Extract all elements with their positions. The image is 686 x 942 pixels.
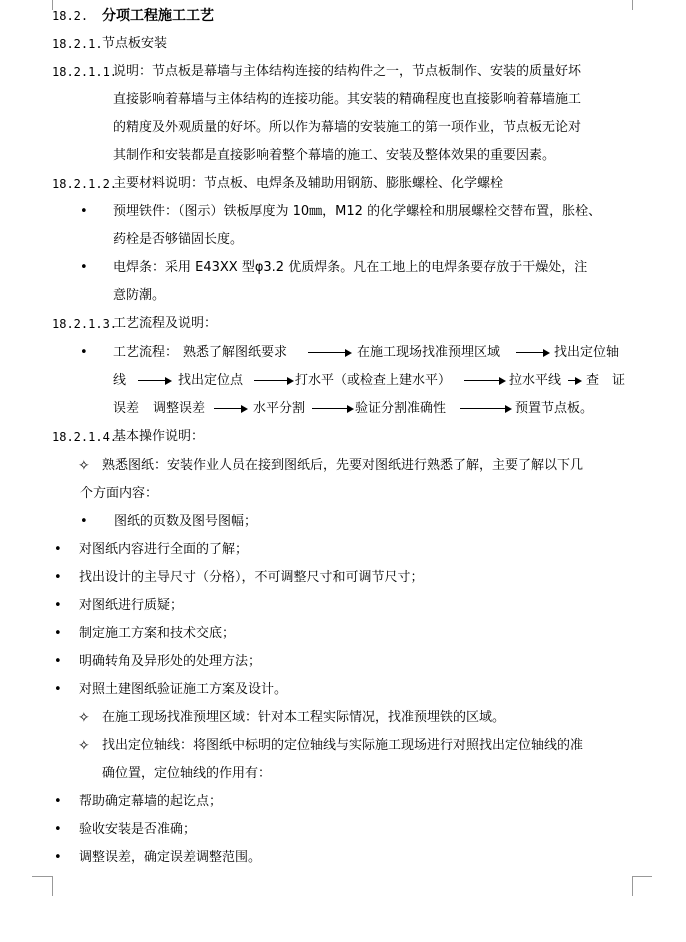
bullet-icon: • (54, 682, 62, 697)
p1-number: 18.2.1.1. (52, 65, 118, 79)
list2-item-3: 调整误差，确定误差调整范围。 (79, 850, 262, 865)
p2-bullet-1-line-1: 预埋铁件：（图示）铁板厚度为 10㎜，M12 的化学螺栓和朋展螺栓交替布置，胀栓、 (113, 204, 602, 219)
diamond-bullet-icon: ✧ (78, 458, 90, 474)
flow-step-7b: 误差 (113, 401, 140, 416)
list1-item-2: 找出设计的主导尺寸（分格），不可调整尺寸和可调节尺寸； (79, 570, 424, 585)
p4-number: 18.2.1.4. (52, 430, 118, 444)
arrow-right-icon (464, 376, 506, 386)
arrow-right-icon (138, 376, 172, 386)
p4-d1-line-2: 个方面内容： (80, 486, 159, 501)
p1-line-3: 的精度及外观质量的好坏。所以作为幕墙的安装施工的第一项作业，节点板无论对 (113, 120, 582, 135)
arrow-right-icon (214, 404, 248, 414)
flow-step-9: 水平分割 (253, 401, 306, 416)
bullet-icon: • (54, 850, 62, 865)
list1-item-6: 对照土建图纸验证施工方案及设计。 (79, 682, 288, 697)
p4-sub-bullet: 图纸的页数及图号图幅； (114, 514, 258, 529)
p3-number: 18.2.1.3. (52, 317, 118, 331)
arrow-right-icon (254, 376, 294, 386)
flow-step-3b: 线 (113, 373, 127, 388)
section-number: 18.2. (52, 9, 89, 23)
bullet-icon: • (54, 570, 62, 585)
bullet-icon: • (54, 542, 62, 557)
bullet-icon: • (54, 822, 62, 837)
bullet-icon: • (80, 204, 88, 219)
flow-step-11: 预置节点板。 (515, 401, 594, 416)
arrow-right-icon (460, 404, 512, 414)
crop-mark-top-right (632, 0, 633, 10)
crop-mark-bottom-left (32, 876, 53, 896)
flow-step-3a: 找出定位轴 (554, 345, 620, 360)
p2-bullet-2-line-2: 意防潮。 (113, 288, 166, 303)
bullet-icon: • (54, 654, 62, 669)
list1-item-4: 制定施工方案和技术交底； (79, 626, 236, 641)
flow-step-1: 熟悉了解图纸要求 (183, 345, 288, 360)
flow-step-4: 找出定位点 (178, 373, 244, 388)
list1-item-5: 明确转角及异形处的处理方法； (79, 654, 262, 669)
crop-mark-bottom-right (632, 876, 633, 896)
p2-number: 18.2.1.2. (52, 177, 118, 191)
p1-line-1: 说明：节点板是幕墙与主体结构连接的结构件之一，节点板制作、安装的质量好坏 (113, 64, 582, 79)
p3-text: 工艺流程及说明： (113, 316, 218, 331)
flow-step-5: 打水平（或检查上建水平） (295, 373, 452, 388)
flow-step-8: 调整误差 (153, 401, 206, 416)
crop-mark-bottom-right-h (632, 876, 652, 877)
flow-step-6: 拉水平线 (509, 373, 562, 388)
bullet-icon: • (80, 345, 88, 360)
arrow-right-icon (312, 404, 354, 414)
arrow-right-icon (308, 348, 352, 358)
p2-text: 主要材料说明：节点板、电焊条及辅助用钢筋、膨胀螺栓、化学螺栓 (113, 176, 504, 191)
crop-mark-bottom-left-h (32, 876, 52, 877)
flow-label: 工艺流程： (113, 345, 179, 360)
p4-d3-line-2: 确位置，定位轴线的作用有： (102, 766, 272, 781)
bullet-icon: • (54, 598, 62, 613)
arrow-right-icon (568, 376, 582, 386)
list2-item-1: 帮助确定幕墙的起讫点； (79, 794, 223, 809)
sub1-number: 18.2.1. (52, 37, 103, 51)
p4-text: 基本操作说明： (113, 429, 205, 444)
flow-step-2: 在施工现场找准预埋区域 (357, 345, 501, 360)
flow-step-10: 验证分割准确性 (355, 401, 447, 416)
p1-line-2: 直接影响着幕墙与主体结构的连接功能。其安装的精确程度也直接影响着幕墙施工 (113, 92, 582, 107)
flow-step-7a: 查 证 (586, 373, 626, 388)
p2-bullet-2-line-1: 电焊条：采用 E43XX 型φ3.2 优质焊条。凡在工地上的电焊条要存放于干燥处，注 (113, 260, 588, 275)
p1-line-4: 其制作和安装都是直接影响着整个幕墙的施工、安装及整体效果的重要因素。 (113, 148, 556, 163)
sub1-title: 节点板安装 (102, 36, 168, 51)
bullet-icon: • (54, 794, 62, 809)
arrow-right-icon (516, 348, 550, 358)
bullet-icon: • (54, 626, 62, 641)
bullet-icon: • (80, 514, 88, 529)
diamond-bullet-icon: ✧ (78, 738, 90, 754)
p2-bullet-1-line-2: 药栓是否够锚固长度。 (113, 232, 244, 247)
bullet-icon: • (80, 260, 88, 275)
section-title: 分项工程施工工艺 (102, 8, 214, 24)
p4-d3-line-1: 找出定位轴线：将图纸中标明的定位轴线与实际施工现场进行对照找出定位轴线的准 (102, 738, 584, 753)
list1-item-3: 对图纸进行质疑； (79, 598, 184, 613)
list1-item-1: 对图纸内容进行全面的了解； (79, 542, 249, 557)
diamond-bullet-icon: ✧ (78, 710, 90, 726)
list2-item-2: 验收安装是否准确； (79, 822, 197, 837)
p4-d2: 在施工现场找准预埋区域：针对本工程实际情况，找准预埋铁的区域。 (102, 710, 506, 725)
p4-d1-line-1: 熟悉图纸：安装作业人员在接到图纸后，先要对图纸进行熟悉了解，主要了解以下几 (102, 458, 584, 473)
